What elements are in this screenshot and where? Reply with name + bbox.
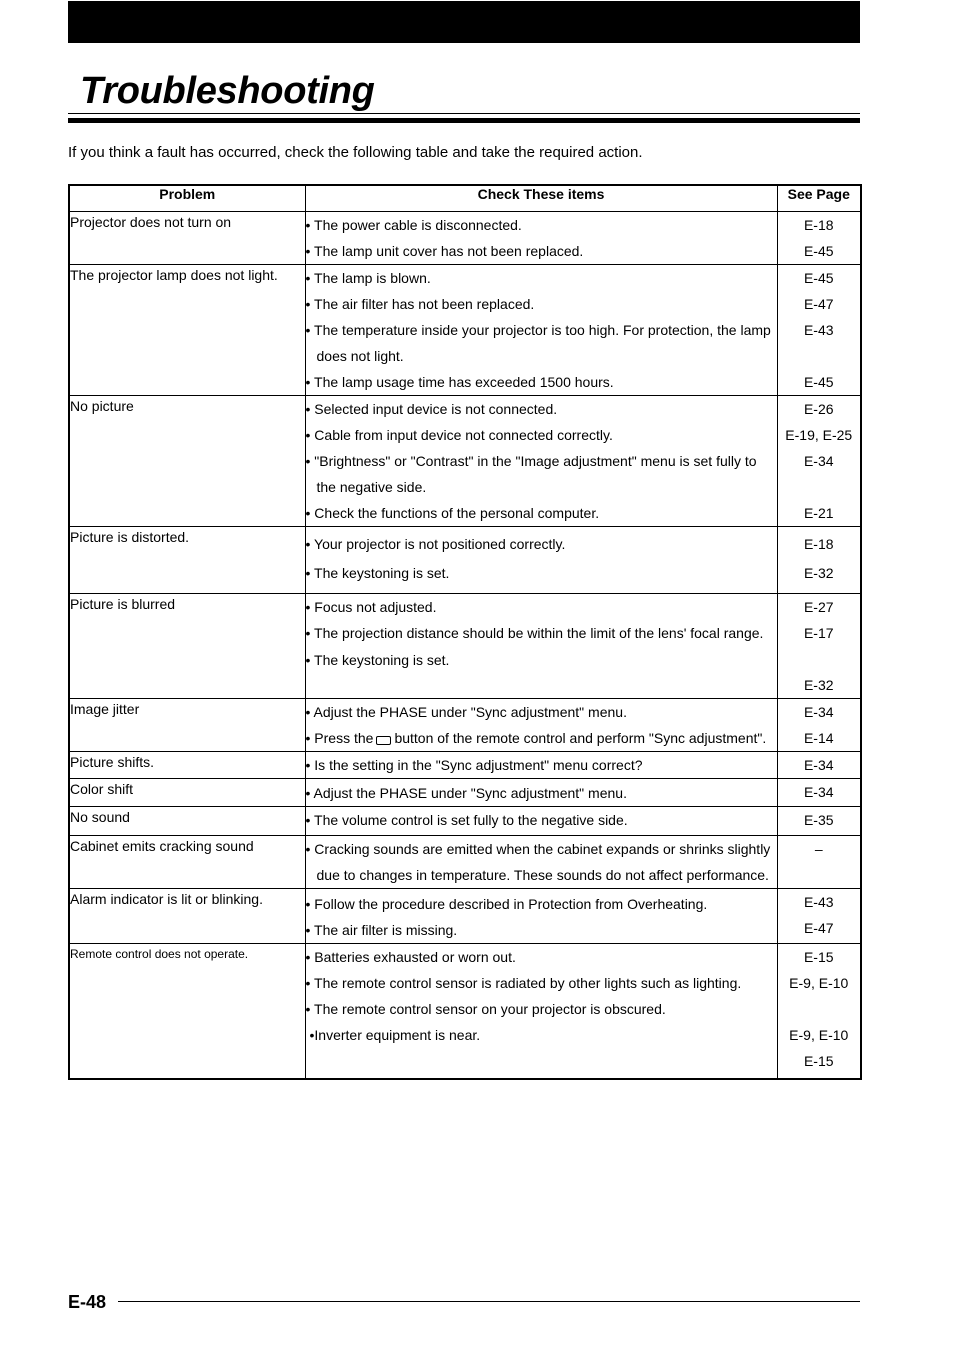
check-cell [305, 752, 777, 779]
table-row [69, 779, 861, 807]
check-cell [305, 594, 777, 699]
table-row [69, 807, 861, 836]
page-ref: E-47 [803, 920, 834, 936]
problem-cell: Picture is distorted. [69, 527, 305, 594]
page-ref: E-9, E-10 [789, 975, 849, 991]
page-ref: E-19, E-25 [785, 427, 853, 443]
problem-cell: Color shift [69, 779, 305, 807]
check-item: • Adjust the PHASE under "Sync adjustment" menu. [305, 785, 627, 801]
check-item: • The remote control sensor on your projector is obscured. [305, 1001, 666, 1017]
troubleshooting-table [68, 184, 862, 1080]
check-item: • Is the setting in the "Sync adjustment" menu correct? [305, 757, 643, 773]
check-item: • Your projector is not positioned correctly. [305, 536, 566, 552]
check-item: • The projection distance should be within the limit of the lens' focal range. [305, 625, 764, 641]
problem-cell: Remote control does not operate. [69, 944, 305, 1080]
page-ref: E-15 [803, 1053, 834, 1069]
title-rule-thin [68, 113, 860, 114]
page-ref: E-45 [803, 270, 834, 286]
page-ref: E-27 [803, 599, 834, 615]
page-ref: E-15 [803, 949, 834, 965]
table-row [69, 699, 861, 752]
check-item-text: • Press the [305, 730, 374, 746]
check-cell [305, 807, 777, 836]
problem-cell: No sound [69, 807, 305, 836]
page-cell [777, 265, 861, 396]
page-cell [777, 699, 861, 752]
check-cell [305, 836, 777, 889]
page-ref: – [814, 841, 823, 857]
table-row [69, 944, 861, 1080]
table-row [69, 212, 861, 265]
table-row [69, 594, 861, 699]
page-ref: E-45 [803, 374, 834, 390]
page-ref: E-9, E-10 [789, 1027, 849, 1043]
page-cell [777, 752, 861, 779]
check-item: • The remote control sensor is radiated by other lights such as lighting. [305, 975, 742, 991]
intro-text: If you think a fault has occurred, check the following table and take the required action. [68, 144, 643, 161]
check-cell [305, 212, 777, 265]
header-see-page: See Page [777, 185, 861, 212]
header-bar [68, 1, 860, 43]
problem-cell: Image jitter [69, 699, 305, 752]
check-item: • The power cable is disconnected. [305, 217, 522, 233]
problem-cell: Cabinet emits cracking sound [69, 836, 305, 889]
problem-cell: Alarm indicator is lit or blinking. [69, 889, 305, 944]
problem-cell: No picture [69, 396, 305, 527]
table-row [69, 889, 861, 944]
check-item: • The lamp usage time has exceeded 1500 hours. [305, 374, 614, 390]
page-cell [777, 944, 861, 1080]
check-item: • Selected input device is not connected. [305, 401, 558, 417]
table-header-row [69, 185, 861, 212]
problem-cell: Picture is blurred [69, 594, 305, 699]
check-item: • "Brightness" or "Contrast" in the "Image adjustment" menu is set fully to the negative side. [305, 453, 757, 495]
remote-button-icon [376, 736, 391, 745]
page-cell [777, 396, 861, 527]
check-cell [305, 699, 777, 752]
page-ref: E-34 [803, 784, 834, 800]
page-cell [777, 594, 861, 699]
check-cell [305, 944, 777, 1080]
check-item: • The lamp unit cover has not been replaced. [305, 243, 584, 259]
page-cell [777, 807, 861, 836]
check-cell [305, 396, 777, 527]
check-cell [305, 889, 777, 944]
page-ref: E-14 [803, 730, 834, 746]
table-row [69, 265, 861, 396]
check-item-text: button of the remote control and perform "Sync adjustment". [394, 730, 767, 746]
page-ref: E-35 [803, 812, 834, 828]
page-ref: E-32 [803, 565, 834, 581]
page-ref: E-34 [803, 453, 834, 469]
page-cell [777, 889, 861, 944]
page-ref: E-26 [803, 401, 834, 417]
check-cell [305, 779, 777, 807]
page-ref: E-34 [803, 757, 834, 773]
page-title: Troubleshooting [80, 70, 375, 112]
problem-cell: Projector does not turn on [69, 212, 305, 265]
check-item: •Inverter equipment is near. [309, 1027, 481, 1043]
table-row [69, 527, 861, 594]
page-number: E-48 [68, 1292, 107, 1312]
page-ref: E-18 [803, 217, 834, 233]
problem-cell: Picture shifts. [69, 752, 305, 779]
page-cell [777, 212, 861, 265]
page-ref: E-17 [803, 625, 834, 641]
check-item: • The volume control is set fully to the negative side. [305, 812, 628, 828]
page-ref: E-34 [803, 704, 834, 720]
page-cell [777, 779, 861, 807]
table-row [69, 752, 861, 779]
page-ref: E-47 [803, 296, 834, 312]
check-item: • The keystoning is set. [305, 565, 450, 581]
check-item: • The lamp is blown. [305, 270, 431, 286]
page-ref: E-45 [803, 243, 834, 259]
check-item: • Batteries exhausted or worn out. [305, 949, 516, 965]
header-problem: Problem [69, 185, 305, 212]
header-check-items: Check These items [305, 185, 777, 212]
check-item: • The temperature inside your projector is too high. For protection, the lamp does not light. [305, 322, 771, 364]
page-ref: E-32 [803, 677, 834, 693]
check-item: • Follow the procedure described in Protection from Overheating. [305, 896, 708, 912]
page-ref: E-18 [803, 536, 834, 552]
page-cell [777, 836, 861, 889]
check-item: • Adjust the PHASE under "Sync adjustment" menu. [305, 704, 627, 720]
check-item: • Check the functions of the personal computer. [305, 505, 600, 521]
page-ref: E-43 [803, 322, 834, 338]
check-item: • Cable from input device not connected correctly. [305, 427, 613, 443]
check-cell [305, 265, 777, 396]
table-row [69, 396, 861, 527]
check-item: • The keystoning is set. [305, 652, 450, 668]
check-item [306, 725, 777, 751]
title-rule-thick [68, 118, 860, 123]
page-ref: E-21 [803, 505, 834, 521]
check-item: • Focus not adjusted. [305, 599, 437, 615]
check-item: • The air filter is missing. [305, 922, 458, 938]
page-cell [777, 527, 861, 594]
footer-rule [118, 1301, 860, 1302]
check-cell [305, 527, 777, 594]
check-item: • The air filter has not been replaced. [305, 296, 535, 312]
check-item: • Cracking sounds are emitted when the cabinet expands or shrinks slightly due to changes in temperature. These sounds do not affect performance. [305, 841, 771, 883]
problem-cell: The projector lamp does not light. [69, 265, 305, 396]
page-ref: E-43 [803, 894, 834, 910]
table-row [69, 836, 861, 889]
